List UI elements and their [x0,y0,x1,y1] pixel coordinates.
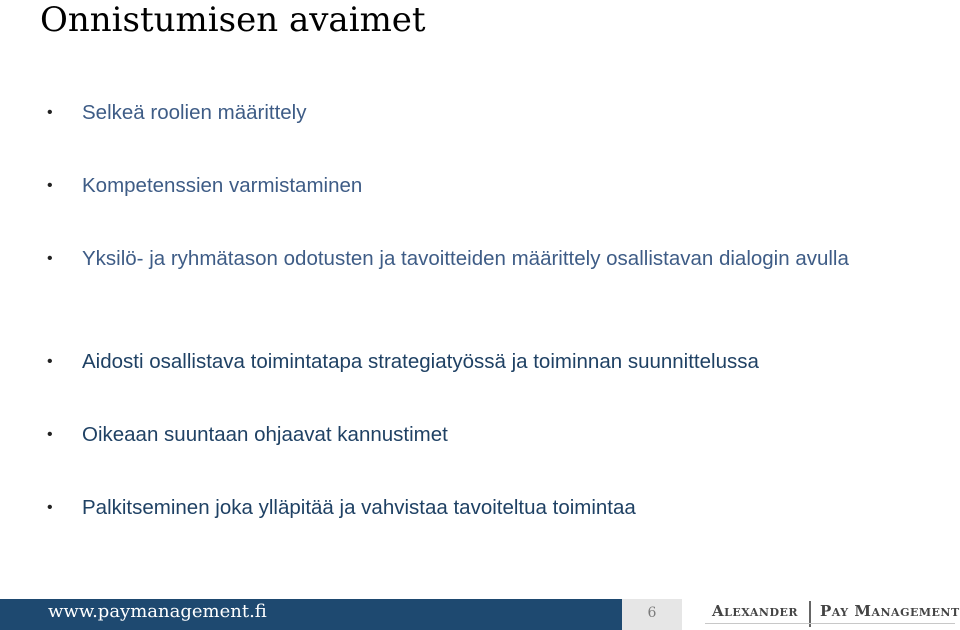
page-number: 6 [647,605,657,621]
bullet-text: Palkitseminen joka ylläpitää ja vahvistaa tavoiteltua toimintaa [82,496,636,519]
bullet-dot-icon: • [47,177,53,194]
bullet-dot-icon: • [47,250,53,267]
slide-title: Onnistumisen avaimet [40,0,426,40]
bullet-dot-icon: • [47,499,53,516]
logo-underline [705,623,955,624]
bullet-text: Yksilö- ja ryhmätason odotusten ja tavoitteiden määrittely osallistavan dialogin avulla [82,247,849,270]
bullet-text: Oikeaan suuntaan ohjaavat kannustimet [82,423,448,446]
bullet-dot-icon: • [47,426,53,443]
bullet-text: Aidosti osallistava toimintatapa strategiatyössä ja toiminnan suunnittelussa [82,350,759,373]
bullet-dot-icon: • [47,353,53,370]
logo-alexander-text: Alexander [712,602,799,620]
footer-url-link[interactable]: www.paymanagement.fi [48,601,267,622]
bullet-text: Kompetenssien varmistaminen [82,174,363,197]
logo-pay-management-text: Pay Management [820,602,960,620]
bullet-dot-icon: • [47,104,53,121]
bullet-text: Selkeä roolien määrittely [82,101,307,124]
company-logo [700,599,960,630]
